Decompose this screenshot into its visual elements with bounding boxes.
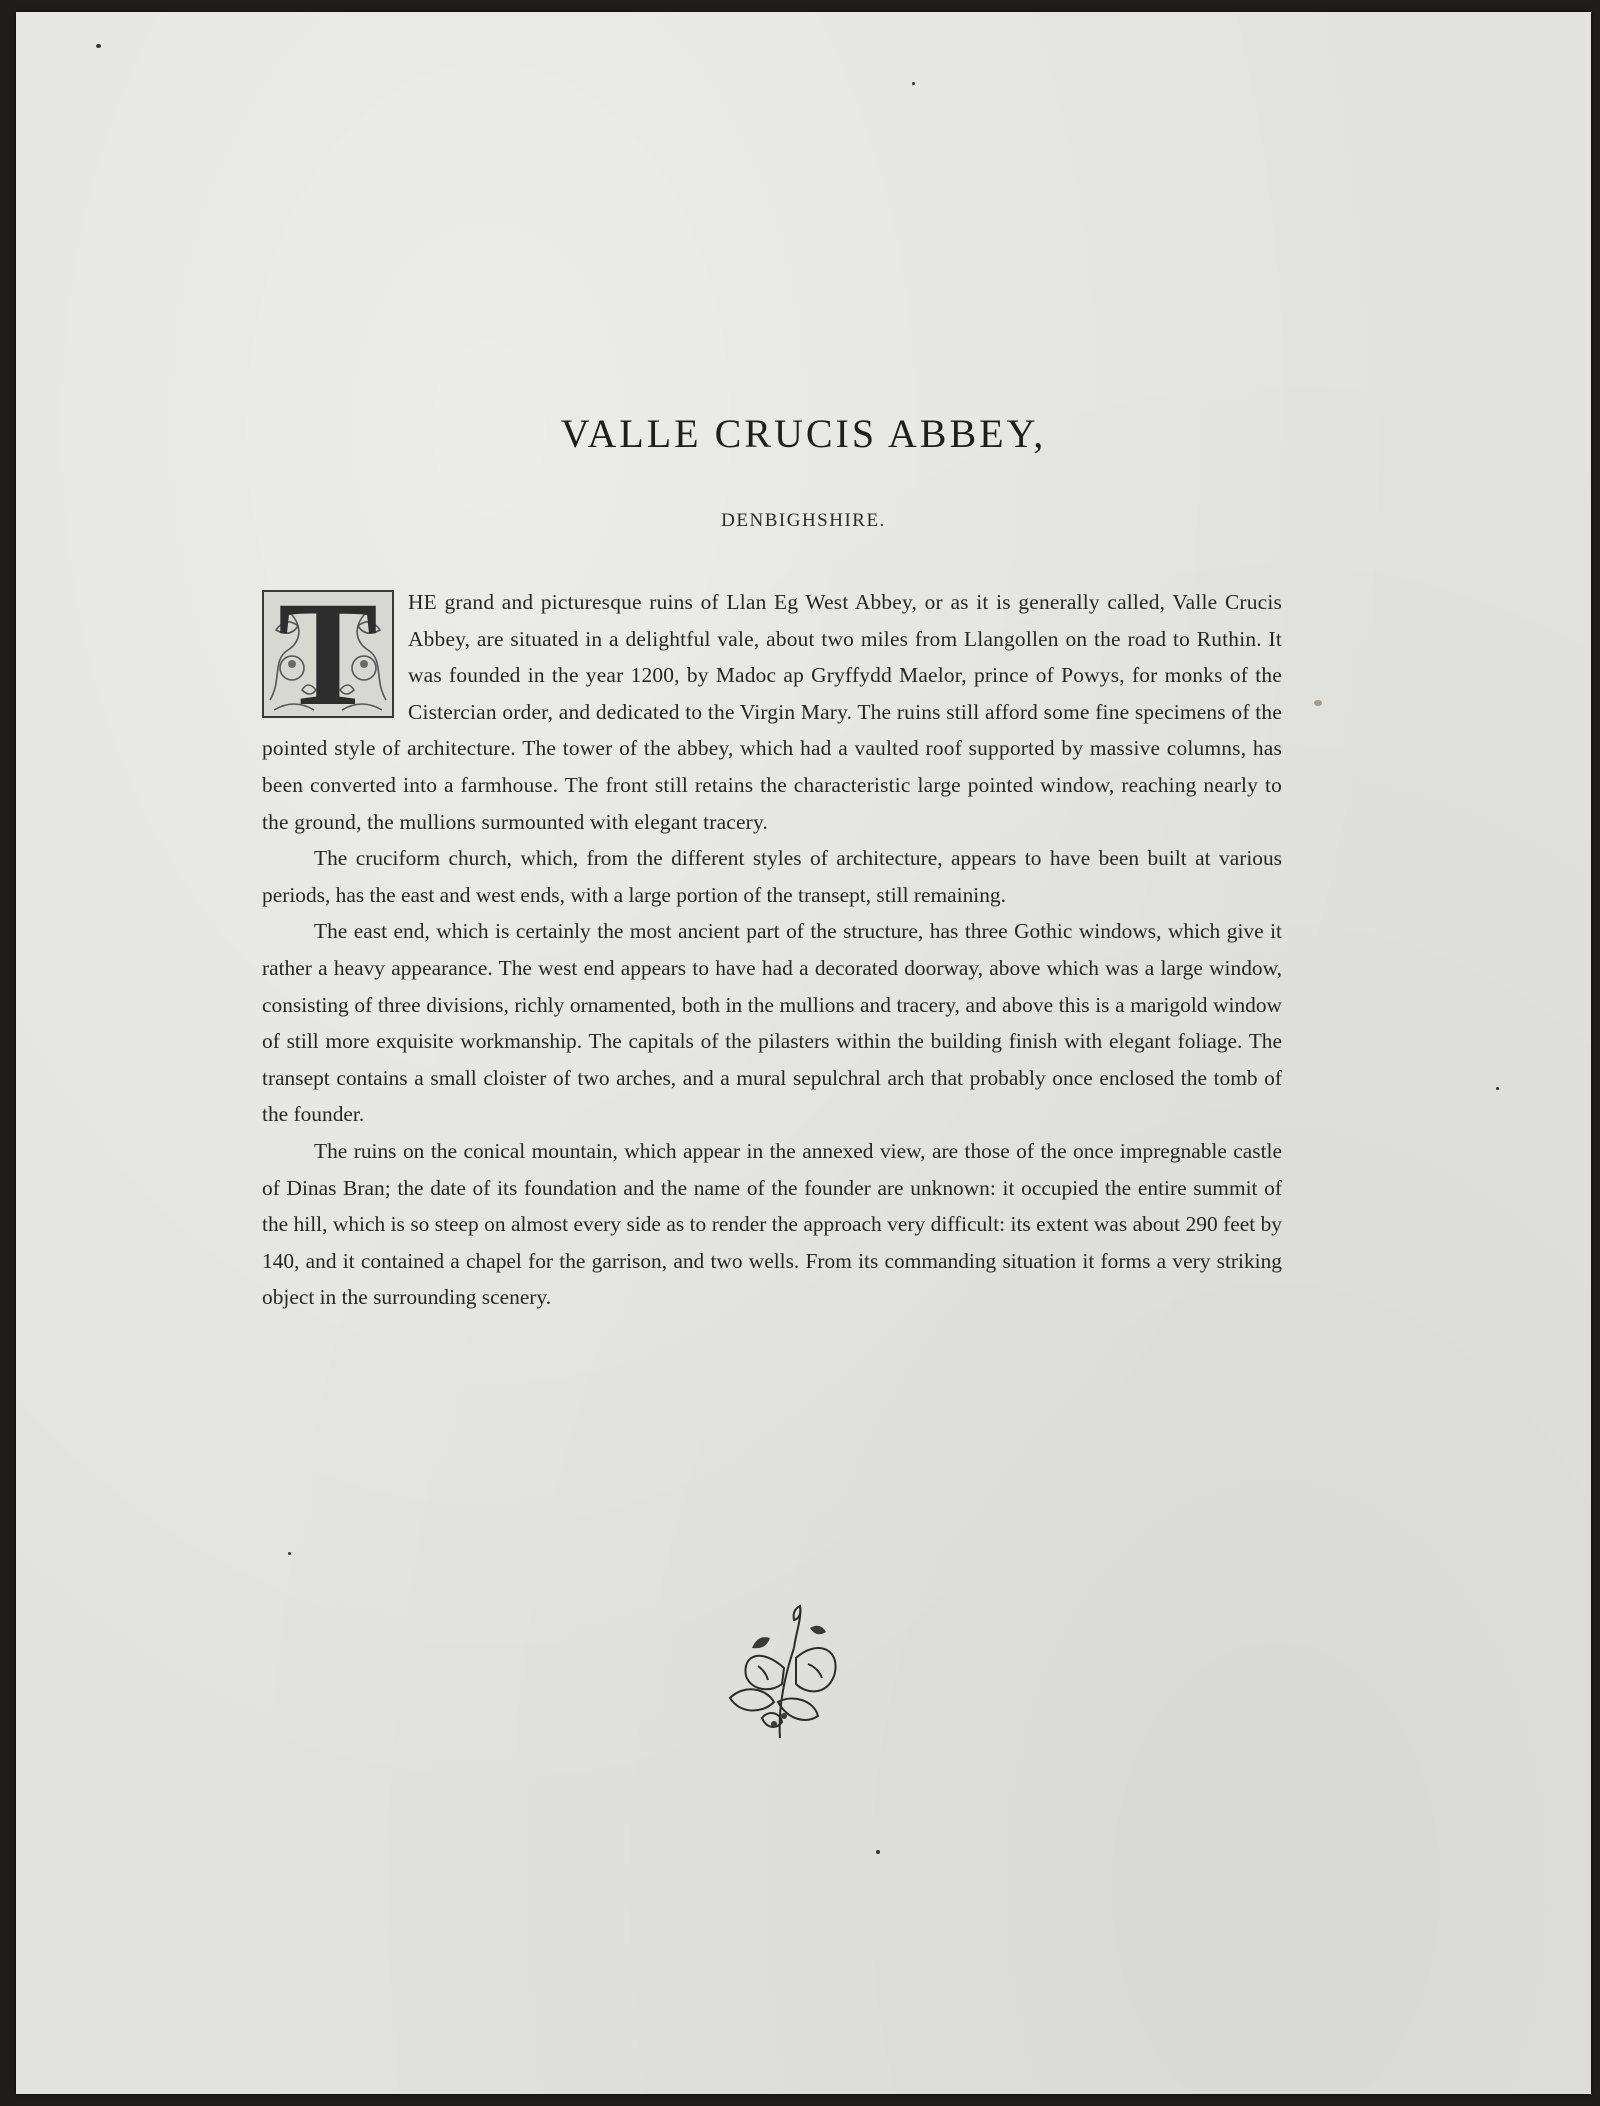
- floral-tailpiece-icon: [722, 1598, 846, 1747]
- paper-speck: [1496, 1087, 1499, 1090]
- paper-speck: [96, 44, 101, 48]
- paragraph: The ruins on the conical mountain, which appear in the annexed view, are those of the once impregnable castle of Dinas Bran; the date of its foundation and the name of the founder are unknown: it occupied the entire summit of the hill, which is so steep on almost every side as to render the approach very difficult: its extent was about 290 feet by 140, and it contained a chapel for the garrison, and two wells. From its commanding situation it forms a very striking object in the surrounding scenery.: [262, 1138, 1282, 1310]
- drop-cap-letter: T: [277, 571, 379, 737]
- paragraph: The cruciform church, which, from the different styles of architecture, appears to have been built at various periods, has the east and west ends, with a large portion of the transept, still remaining.: [262, 846, 1282, 907]
- paper-speck: [1314, 700, 1322, 706]
- decorated-initial-icon: [262, 571, 394, 737]
- document-subtitle: DENBIGHSHIRE.: [721, 510, 886, 531]
- body-text: [262, 571, 1282, 1316]
- paper-speck: [288, 1552, 291, 1555]
- paragraph: The east end, which is certainly the most ancient part of the structure, has three Gothic windows, which give it rather a heavy appearance. The west end appears to have had a decorated doorway, above which was a large window, consisting of three divisions, richly ornamented, both in the mullions and tracery, and above this is a marigold window of still more exquisite workmanship. The capitals of the pilasters within the building finish with elegant foliage. The transept contains a small cloister of two arches, and a mural sepulchral arch that probably once enclosed the tomb of the founder.: [262, 919, 1282, 1127]
- document-title: VALLE CRUCIS ABBEY,: [560, 411, 1047, 456]
- page-sheet: [16, 12, 1591, 2094]
- paper-speck: [876, 1850, 880, 1854]
- paper-speck: [912, 82, 915, 85]
- paragraph: HE grand and picturesque ruins of Llan Eg West Abbey, or as it is generally called, Valle Crucis Abbey, are situated in a delightful vale, about two miles from Llangollen on the road to Ruthin. It was founded in the year 1200, by Madoc ap Gryffydd Maelor, prince of Powys, for monks of the Cistercian order, and dedicated to the Virgin Mary. The ruins still afford some fine specimens of the pointed style of architecture. The tower of the abbey, which had a vaulted roof supported by massive columns, has been converted into a farmhouse. The front still retains the characteristic large pointed window, reaching nearly to the ground, the mullions surmounted with elegant tracery.: [262, 590, 1282, 834]
